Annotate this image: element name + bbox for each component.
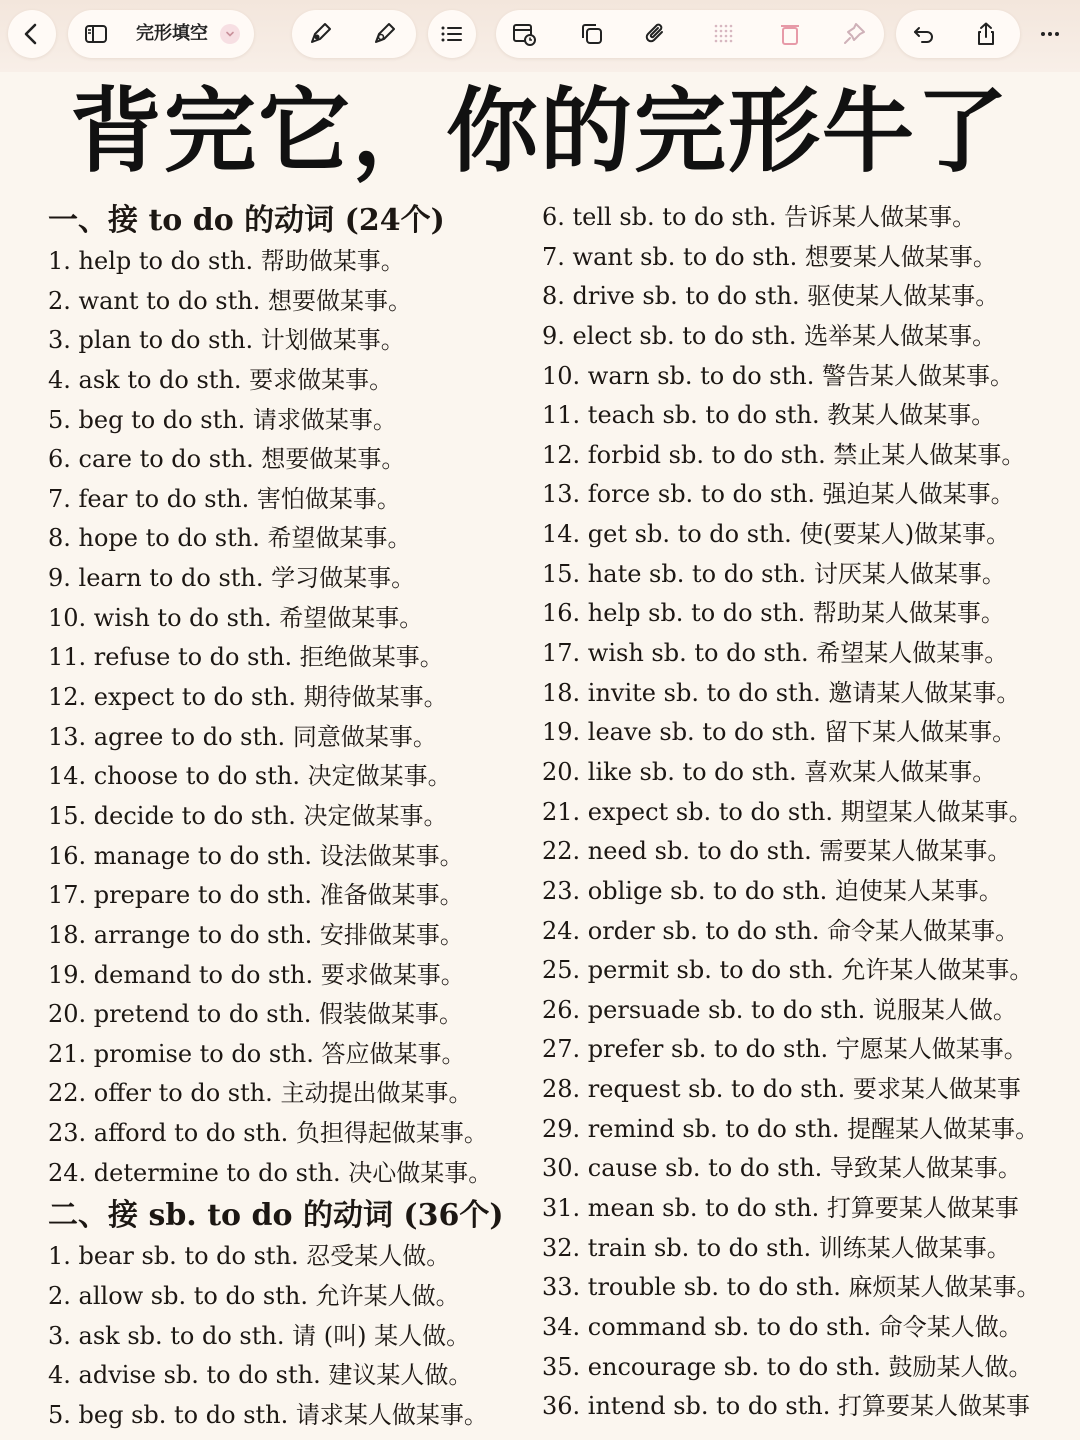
section-heading: 一、接 to do 的动词 (24个) — [48, 203, 445, 238]
list-item: 18. arrange to do sth. 安排做某事。 — [48, 920, 464, 949]
tools-pill — [496, 10, 884, 58]
list-item: 6. care to do sth. 想要做某事。 — [48, 445, 406, 474]
list-item: 19. leave sb. to do sth. 留下某人做某事。 — [542, 718, 1017, 747]
list-item: 25. permit sb. to do sth. 允许某人做某事。 — [542, 956, 1034, 985]
list-item: 36. intend sb. to do sth. 打算要某人做某事 — [542, 1392, 1031, 1421]
copy-icon[interactable] — [568, 10, 616, 58]
list-item: 20. pretend to do sth. 假装做某事。 — [48, 1000, 463, 1029]
section-heading: 二、接 sb. to do 的动词 (36个) — [48, 1198, 504, 1234]
list-item: 19. demand to do sth. 要求做某事。 — [48, 960, 465, 989]
list-item: 15. hate sb. to do sth. 讨厌某人做某事。 — [542, 559, 1006, 588]
list-item: 11. teach sb. to do sth. 教某人做某事。 — [542, 401, 996, 430]
list-icon[interactable] — [428, 10, 476, 58]
list-item: 32. train sb. to do sth. 训练某人做某事。 — [542, 1233, 1011, 1262]
list-item: 9. learn to do sth. 学习做某事。 — [48, 564, 416, 593]
list-item: 2. allow sb. to do sth. 允许某人做。 — [48, 1282, 460, 1311]
list-item: 1. bear sb. to do sth. 忍受某人做。 — [48, 1242, 451, 1271]
list-item: 35. encourage sb. to do sth. 鼓励某人做。 — [542, 1352, 1033, 1381]
list-item: 22. offer to do sth. 主动提出做某事。 — [48, 1079, 473, 1108]
trash-icon[interactable] — [766, 10, 814, 58]
list-item: 5. beg sb. to do sth. 请求某人做某事。 — [48, 1400, 488, 1429]
list-item: 17. prepare to do sth. 准备做某事。 — [48, 881, 464, 910]
list-item: 2. want to do sth. 想要做某事。 — [48, 286, 412, 315]
list-item: 7. fear to do sth. 害怕做某事。 — [48, 484, 401, 513]
list-item: 12. forbid sb. to do sth. 禁止某人做某事。 — [542, 440, 1026, 469]
list-item: 3. plan to do sth. 计划做某事。 — [48, 326, 405, 355]
list-item: 12. expect to do sth. 期待做某事。 — [48, 683, 448, 712]
chevron-down-icon[interactable] — [220, 24, 240, 44]
list-item: 26. persuade sb. to do sth. 说服某人做。 — [542, 995, 1017, 1024]
pen-alt-icon[interactable] — [360, 10, 408, 58]
pen-icon[interactable] — [296, 10, 344, 58]
list-item: 23. afford to do sth. 负担得起做某事。 — [48, 1119, 488, 1148]
list-item: 4. ask to do sth. 要求做某事。 — [48, 365, 394, 394]
list-item: 21. promise to do sth. 答应做某事。 — [48, 1039, 466, 1068]
document-title[interactable]: 完形填空 — [136, 23, 208, 44]
list-item: 10. warn sb. to do sth. 警告某人做某事。 — [542, 361, 1014, 390]
list-item: 31. mean sb. to do sth. 打算要某人做某事 — [542, 1194, 1019, 1223]
back-icon[interactable] — [8, 10, 56, 58]
list-item: 17. wish sb. to do sth. 希望某人做某事。 — [542, 639, 1009, 668]
list-item: 20. like sb. to do sth. 喜欢某人做某事。 — [542, 757, 997, 786]
list-item: 33. trouble sb. to do sth. 麻烦某人做某事。 — [542, 1273, 1041, 1302]
list-item: 11. refuse to do sth. 拒绝做某事。 — [48, 643, 444, 672]
page-title: 背完它，你的完形牛了 — [69, 78, 1010, 185]
list-item: 34. command sb. to do sth. 命令某人做。 — [542, 1312, 1023, 1341]
list-item: 13. force sb. to do sth. 强迫某人做某事。 — [542, 480, 1015, 509]
left-column — [48, 200, 538, 1436]
list-item: 29. remind sb. to do sth. 提醒某人做某事。 — [542, 1114, 1040, 1143]
section1-list — [48, 242, 538, 1193]
section2-list-left — [48, 1237, 538, 1435]
list-item: 14. get sb. to do sth. 使(要某人)做某事。 — [542, 520, 1011, 549]
list-item: 18. invite sb. to do sth. 邀请某人做某事。 — [542, 678, 1021, 707]
list-item: 5. beg to do sth. 请求做某事。 — [48, 405, 397, 434]
list-item: 30. cause sb. to do sth. 导致某人做某事。 — [542, 1154, 1022, 1183]
list-item: 28. request sb. to do sth. 要求某人做某事 — [542, 1075, 1021, 1104]
list-item: 13. agree to do sth. 同意做某事。 — [48, 722, 437, 751]
share-icon[interactable] — [962, 10, 1010, 58]
list-item: 1. help to do sth. 帮助做某事。 — [48, 247, 405, 275]
list-item: 8. hope to do sth. 希望做某事。 — [48, 524, 412, 553]
list-item: 15. decide to do sth. 决定做某事。 — [48, 801, 448, 830]
list-item: 9. elect sb. to do sth. 选举某人做某事。 — [542, 321, 997, 350]
list-item: 16. manage to do sth. 设法做某事。 — [48, 841, 464, 870]
undo-icon[interactable] — [900, 10, 948, 58]
calendar-icon[interactable] — [500, 10, 548, 58]
list-item: 8. drive sb. to do sth. 驱使某人做某事。 — [542, 282, 1000, 311]
pin-icon[interactable] — [830, 10, 878, 58]
right-column — [542, 198, 1062, 1427]
list-item: 23. oblige sb. to do sth. 迫使某人某事。 — [542, 876, 1003, 905]
attachment-icon[interactable] — [632, 10, 680, 58]
list-item: 4. advise sb. to do sth. 建议某人做。 — [48, 1361, 473, 1390]
list-item: 27. prefer sb. to do sth. 宁愿某人做某事。 — [542, 1035, 1028, 1064]
list-item: 22. need sb. to do sth. 需要某人做某事。 — [542, 837, 1012, 866]
list-item: 10. wish to do sth. 希望做某事。 — [48, 603, 424, 632]
list-item: 21. expect sb. to do sth. 期望某人做某事。 — [542, 797, 1033, 826]
list-item: 7. want sb. to do sth. 想要某人做某事。 — [542, 242, 997, 271]
list-item: 6. tell sb. to do sth. 告诉某人做某事。 — [542, 203, 977, 231]
grid-icon[interactable] — [700, 10, 748, 58]
sidebar-icon[interactable] — [72, 10, 120, 58]
section2-list-right — [542, 198, 1062, 1427]
toolbar — [0, 0, 1080, 72]
more-icon[interactable] — [1026, 10, 1074, 58]
list-item: 24. determine to do sth. 决心做某事。 — [48, 1158, 493, 1187]
list-item: 14. choose to do sth. 决定做某事。 — [48, 762, 452, 791]
list-item: 16. help sb. to do sth. 帮助某人做某事。 — [542, 599, 1005, 628]
list-item: 3. ask sb. to do sth. 请 (叫) 某人做。 — [48, 1321, 471, 1350]
list-item: 24. order sb. to do sth. 命令某人做某事。 — [542, 916, 1020, 945]
